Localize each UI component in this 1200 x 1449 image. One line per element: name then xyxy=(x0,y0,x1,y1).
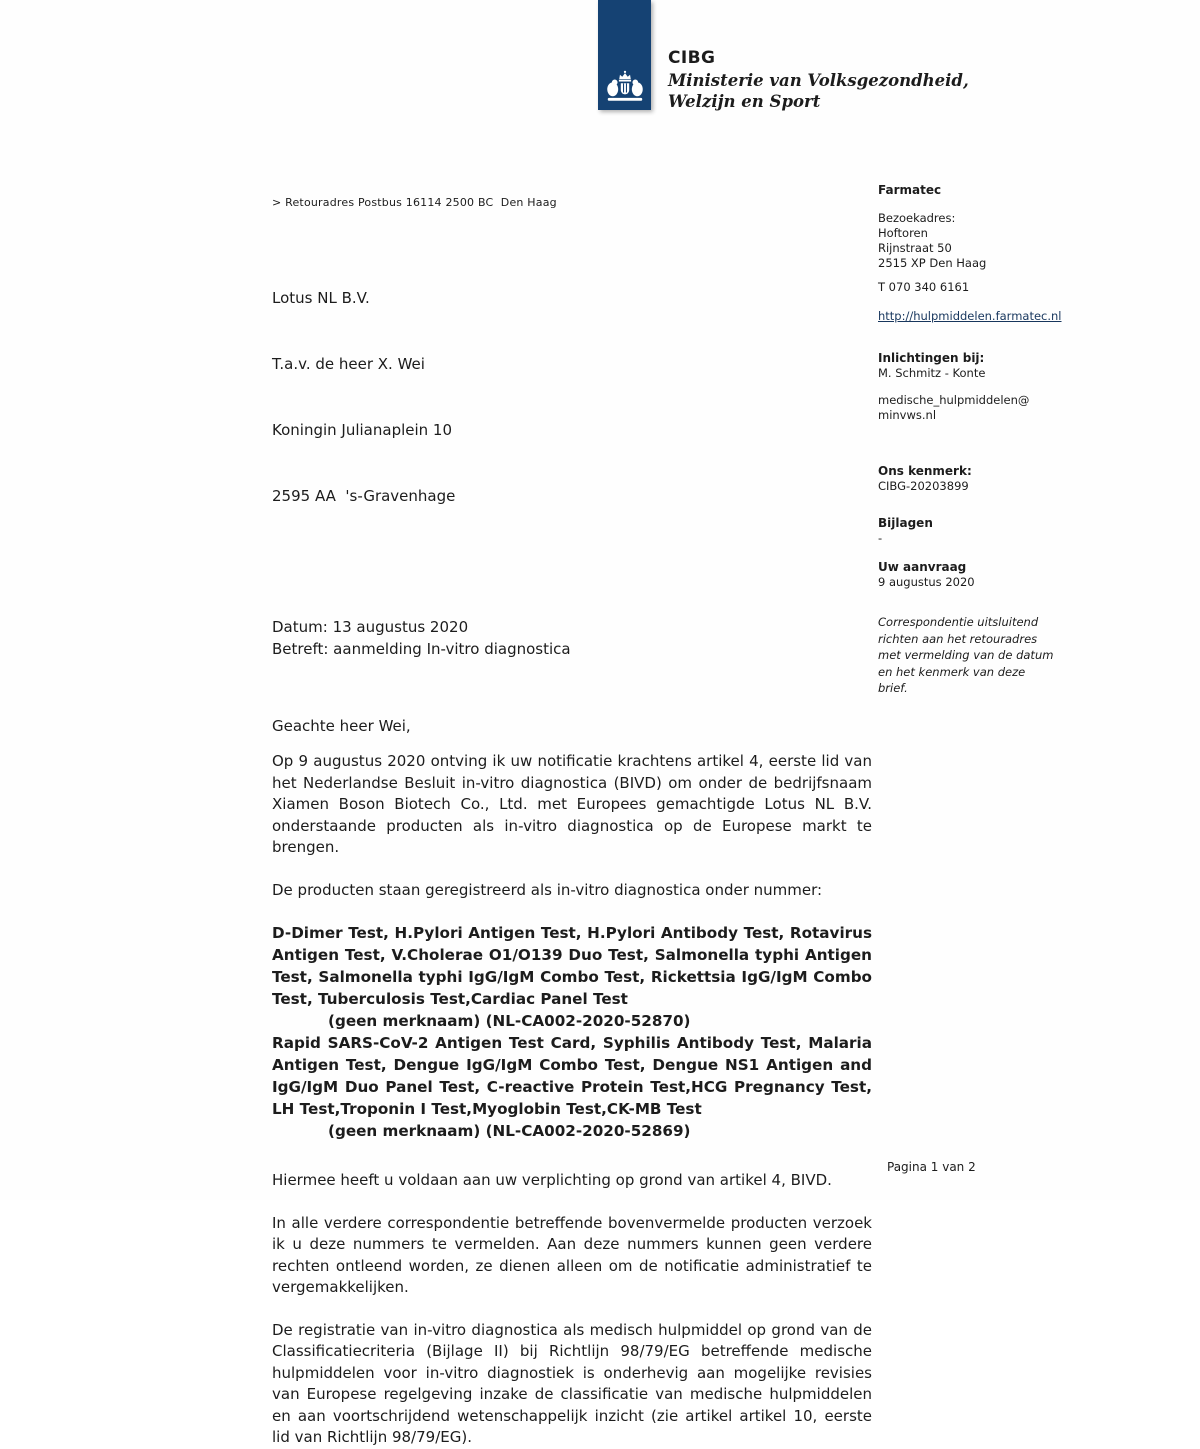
contact-email-block xyxy=(878,393,1058,423)
letter-subject-line: Betreft: aanmelding In-vitro diagnostica xyxy=(272,640,571,658)
product-group-1-registration: (geen merknaam) (NL-CA002-2020-52870) xyxy=(328,1012,691,1030)
visit-address-line: Rijnstraat 50 xyxy=(878,241,952,255)
correspondence-note: Correspondentie uitsluitend richten aan het retouradres met vermelding van de datum en het kenmerk van deze brief. xyxy=(878,615,1054,695)
visit-address-line: Hoftoren xyxy=(878,226,928,240)
contact-email-line2: minvws.nl xyxy=(878,408,937,422)
paragraph-obligation: Hiermee heeft u voldaan aan uw verplichting op grond van artikel 4, BIVD. xyxy=(272,1171,832,1189)
product-list-block xyxy=(272,922,872,1142)
recipient-company: Lotus NL B.V. xyxy=(272,289,370,307)
recipient-postal-city: 2595 AA 's-Gravenhage xyxy=(272,487,456,505)
product-group-2-registration: (geen merknaam) (NL-CA002-2020-52869) xyxy=(328,1122,691,1140)
reference-block xyxy=(878,464,1058,494)
product-group-2: Rapid SARS-CoV-2 Antigen Test Card, Syphilis Antibody Test, Malaria Antigen Test, Dengue IgG/IgM Combo Test, Dengue NS1 Antigen and IgG/IgM Duo Panel Test, C-reactive Protein Test,HCG Pregnancy Test, LH Test,Troponin I Test,Myoglobin Test,CK-MB Test xyxy=(272,1034,872,1118)
contact-name: M. Schmitz - Konte xyxy=(878,366,986,380)
recipient-attn: T.a.v. de heer X. Wei xyxy=(272,355,425,373)
sidebar-department: Farmatec xyxy=(878,183,942,197)
attachments-label: Bijlagen xyxy=(878,516,933,530)
logo-banner xyxy=(598,0,651,110)
ministry-name-line2: Welzijn en Sport xyxy=(668,92,821,111)
attachments-value: - xyxy=(878,531,883,545)
recipient-street: Koningin Julianaplein 10 xyxy=(272,421,453,439)
request-value: 9 augustus 2020 xyxy=(878,575,975,589)
paragraph-correspondence: In alle verdere correspondentie betreffende bovenvermelde producten verzoek ik u deze nummers te vermelden. Aan deze nummers kunnen geen verdere rechten ontleend worden, ze dienen alleen om de notificatie administratief te vergemakkelijken. xyxy=(272,1213,872,1296)
request-label: Uw aanvraag xyxy=(878,560,967,574)
paragraph-registered-intro: De producten staan geregistreerd als in-vitro diagnostica onder nummer: xyxy=(272,880,823,899)
request-block xyxy=(878,560,1058,590)
contact-email-line1: medische_hulpmiddelen@ xyxy=(878,393,1030,407)
salutation: Geachte heer Wei, xyxy=(272,717,411,735)
contact-block xyxy=(878,351,1058,381)
contact-label: Inlichtingen bij: xyxy=(878,351,985,365)
visit-address-block xyxy=(878,211,1058,271)
reference-value: CIBG-20203899 xyxy=(878,479,969,493)
visit-address-line: 2515 XP Den Haag xyxy=(878,256,987,270)
logo-org-name: CIBG xyxy=(668,48,716,68)
return-address-line: > Retouradres Postbus 16114 2500 BC Den Haag xyxy=(272,196,557,209)
attachments-block xyxy=(878,516,1058,546)
letter-date-line: Datum: 13 augustus 2020 xyxy=(272,618,469,636)
letter-meta-block xyxy=(272,616,872,660)
paragraph-notification: Op 9 augustus 2020 ontving ik uw notificatie krachtens artikel 4, eerste lid van het Nederlandse Besluit in-vitro diagnostica (BIVD) om onder de bedrijfsnaam Xiamen Boson Biotech Co., Ltd. met Europees gemachtigde Lotus NL B.V. onderstaande producten als in-vitro diagnostica op de Europese markt te brengen. xyxy=(272,752,872,856)
reference-label: Ons kenmerk: xyxy=(878,464,972,478)
page-indicator: Pagina 1 van 2 xyxy=(887,1160,976,1174)
recipient-address-block xyxy=(272,243,872,551)
phone-line: T 070 340 6161 xyxy=(878,280,970,294)
paragraph-registration-note: De registratie van in-vitro diagnostica als medisch hulpmiddel op grond van de Classificatiecriteria (Bijlage II) bij Richtlijn 98/79/EG betreffende medische hulpmiddelen voor in-vitro diagnostiek is onderhevig aan mogelijke revisies van Europese regelgeving inzake de classificatie van medische hulpmiddelen en aan voortschrijdend wetenschappelijk inzicht (zie artikel artikel 10, eerste lid van Richtlijn 98/79/EG). xyxy=(272,1320,872,1446)
ministry-name-line1: Ministerie van Volksgezondheid, xyxy=(668,71,969,90)
ministry-wordmark xyxy=(668,48,969,112)
rijksoverheid-crest-icon xyxy=(604,70,646,104)
product-group-1: D-Dimer Test, H.Pylori Antigen Test, H.Pylori Antibody Test, Rotavirus Antigen Test, V.Cholerae O1/O139 Duo Test, Salmonella typhi Antigen Test, Salmonella typhi IgG/IgM Combo Test, Rickettsia IgG/IgM Combo Test, Tuberculosis Test,Cardiac Panel Test xyxy=(272,924,872,1008)
visit-address-label: Bezoekadres: xyxy=(878,211,956,225)
letter-sidebar xyxy=(878,183,1062,697)
letter-body-column xyxy=(272,190,872,1449)
website-link[interactable]: http://hulpmiddelen.farmatec.nl xyxy=(878,309,1062,323)
